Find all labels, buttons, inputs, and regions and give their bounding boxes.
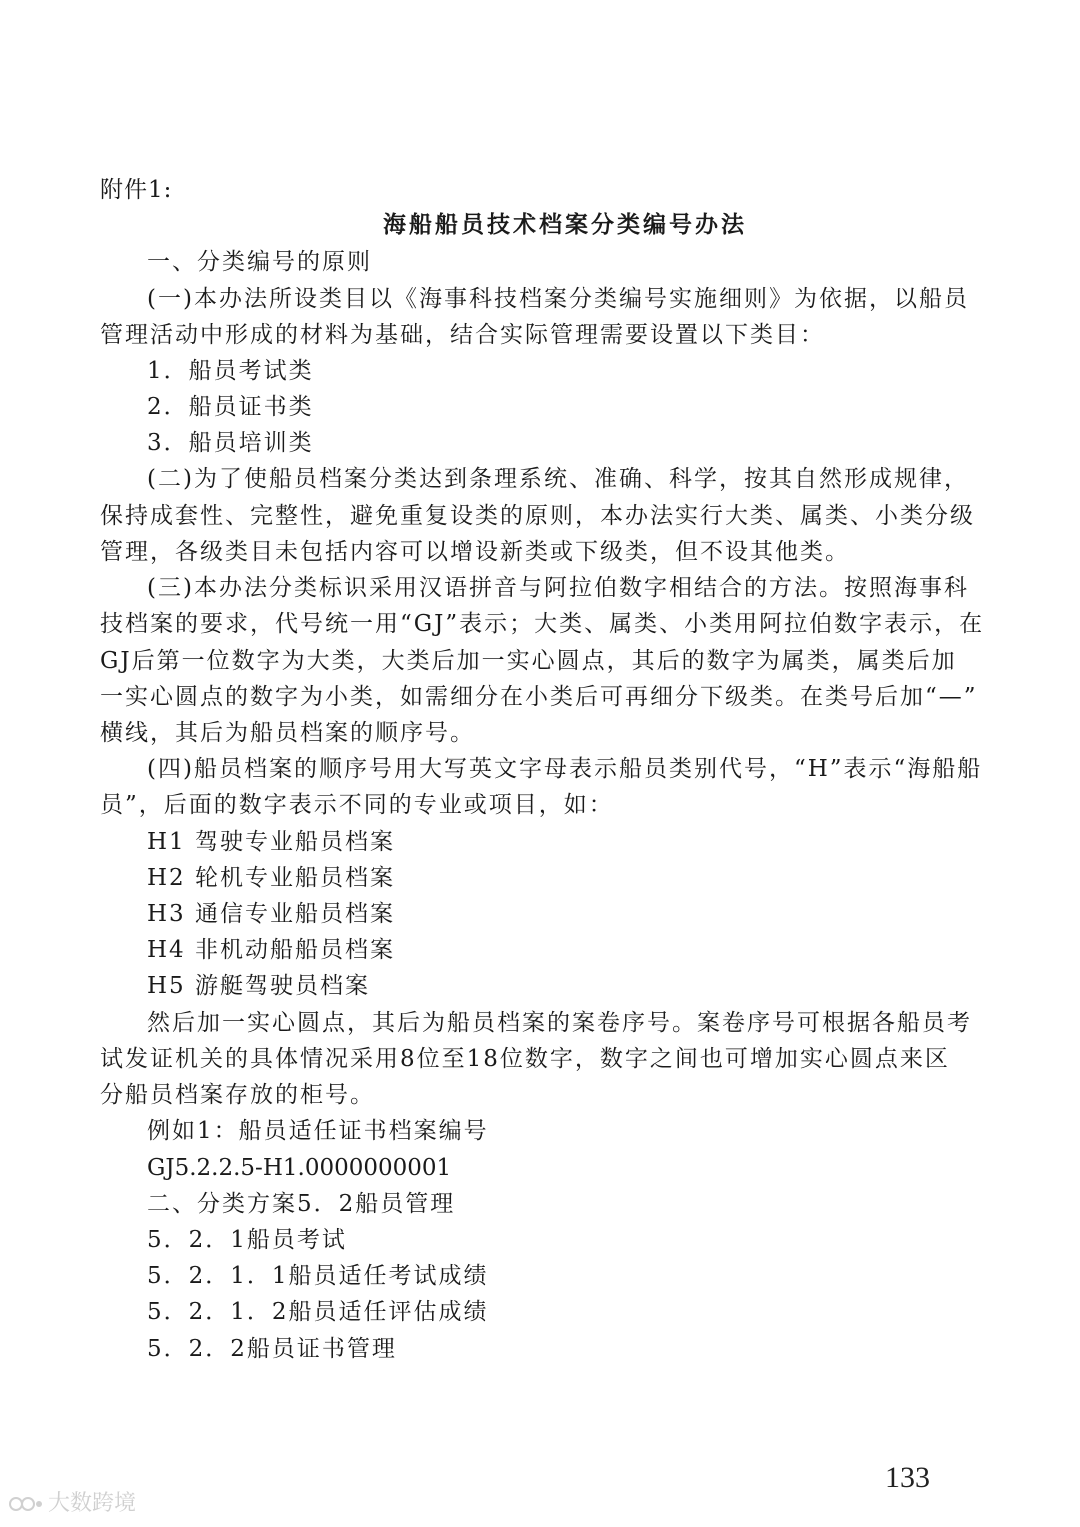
example-code: GJ5.2.2.5-H1.0000000001 [147, 1155, 452, 1181]
section-heading-2: 二、分类方案5．2船员管理 [147, 1191, 456, 1217]
list-item: H3 通信专业船员档案 [147, 901, 396, 927]
paragraph-line: 员”，后面的数字表示不同的专业或项目，如： [100, 792, 614, 818]
paragraph-line: (一)本办法所设类目以《海事科技档案分类编号实施细则》为依据，以船员 [147, 286, 969, 312]
watermark [8, 1490, 136, 1518]
paragraph-line: 技档案的要求，代号统一用“GJ”表示；大类、属类、小类用阿拉伯数字表示，在 [100, 611, 985, 637]
classification-item: 5．2．1．1船员适任考试成绩 [147, 1263, 489, 1289]
watermark-logo-icon [8, 1493, 44, 1515]
paragraph-line: 分船员档案存放的柜号。 [100, 1082, 375, 1108]
classification-item: 5．2．2船员证书管理 [147, 1336, 397, 1362]
paragraph-line: GJ后第一位数字为大类，大类后加一实心圆点，其后的数字为属类，属类后加 [100, 648, 957, 674]
section-heading-1: 一、分类编号的原则 [147, 249, 372, 275]
paragraph-line: 管理活动中形成的材料为基础，结合实际管理需要设置以下类目： [100, 322, 825, 348]
watermark-text: 大数跨境 [48, 1491, 137, 1516]
example-label: 例如1：船员适任证书档案编号 [147, 1118, 489, 1144]
paragraph-line: (四)船员档案的顺序号用大写英文字母表示船员类别代号，“H”表示“海船船 [147, 756, 983, 782]
paragraph-line: 然后加一实心圆点，其后为船员档案的案卷序号。案卷序号可根据各船员考 [147, 1010, 972, 1036]
list-item: H4 非机动船船员档案 [147, 937, 396, 963]
page-number: 133 [885, 1461, 930, 1494]
classification-item: 5．2．1船员考试 [147, 1227, 347, 1253]
classification-item: 5．2．1．2船员适任评估成绩 [147, 1299, 489, 1325]
paragraph-line: 横线，其后为船员档案的顺序号。 [100, 720, 475, 746]
paragraph-line: 一实心圆点的数字为小类，如需细分在小类后可再细分下级类。在类号后加“—” [100, 684, 978, 710]
list-item: H2 轮机专业船员档案 [147, 865, 396, 891]
document-title: 海船船员技术档案分类编号办法 [383, 211, 747, 238]
paragraph-line: (三)本办法分类标识采用汉语拼音与阿拉伯数字相结合的方法。按照海事科 [147, 575, 969, 601]
list-item: H1 驾驶专业船员档案 [147, 829, 396, 855]
list-item: 2．船员证书类 [147, 394, 314, 420]
list-item: 1．船员考试类 [147, 358, 314, 384]
paragraph-line: 管理，各级类目未包括内容可以增设新类或下级类，但不设其他类。 [100, 539, 850, 565]
list-item: 3．船员培训类 [147, 430, 314, 456]
paragraph-line: (二)为了使船员档案分类达到条理系统、准确、科学，按其自然形成规律， [147, 466, 969, 492]
paragraph-line: 保持成套性、完整性，避免重复设类的原则，本办法实行大类、属类、小类分级 [100, 503, 975, 529]
paragraph-line: 试发证机关的具体情况采用8位至18位数字，数字之间也可增加实心圆点来区 [100, 1046, 950, 1072]
list-item: H5 游艇驾驶员档案 [147, 973, 371, 999]
attachment-label: 附件1: [100, 177, 173, 203]
